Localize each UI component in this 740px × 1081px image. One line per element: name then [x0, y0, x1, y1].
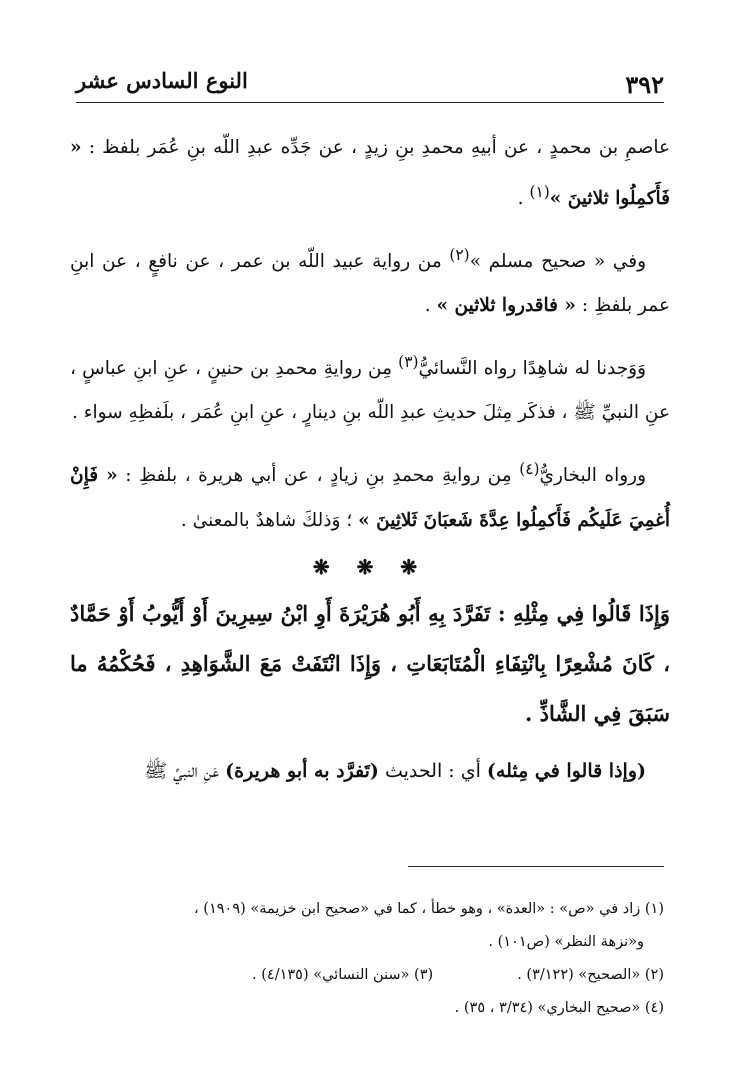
p2-quote: « فاقدروا ثلاثين » — [436, 295, 576, 317]
paragraph-2 — [70, 233, 670, 328]
p1-end: . — [517, 188, 530, 210]
section-separator: ❋ ❋ ❋ — [312, 554, 428, 579]
footnote-row-2-3 — [72, 959, 664, 992]
p1-text: عاصمِ بن محمدٍ ، عن أبيهِ محمدِ بنِ زيدٍ ، عن جَدِّه عبدِ اللّه بنِ عُمَر بلفظ : — [81, 137, 670, 158]
paragraph-1 — [70, 126, 670, 221]
footnote-1: (١) زاد في «ص» : «العدة» ، وهو خطأ ، كما في «صحيح ابن خزيمة» (١٩٠٩) ، — [194, 901, 664, 917]
p4-text: ورواه البخاريُّ — [539, 465, 647, 487]
p4-quote: « فَإِنْ أُغمِيَ عَلَيكُم فَأَكمِلُوا عِدَّةَ شَعبَانَ ثَلاثِينَ » — [70, 465, 670, 531]
footnote-ref-4: (٤) — [519, 460, 540, 479]
p2-rest: من رواية عبيد اللّه بن عمر ، عن نافعٍ ، عن ابنِ عمر بلفظِ : — [70, 251, 670, 317]
poem-verse: وَإِذَا قَالُوا فِي مِثْلِهِ : تَفَرَّدَ بِهِ أَبُو هُرَيْرَةَ أَوِ ابْنُ سِيرِينَ أَوْ أَيُّوبُ أَوْ حَمَّادٌ ، كَانَ مُشْعِرًا بِانْتِفَاءِ الْمُتَابَعَاتِ ، وَإِذَا انْتَفَتْ مَعَ الشَّوَاهِدِ ، فَحُكْمُهُ ما سَبَقَ فِي الشَّاذِّ . — [70, 600, 670, 726]
footnote-ref-2: (٢) — [449, 246, 470, 265]
p2-text: وفي « صحيح مسلم » — [469, 251, 646, 273]
main-text — [70, 126, 670, 805]
footnote-4: (٤) «صحيح البخاري» (٣/٣٤ ، ٣٥) . — [454, 1000, 664, 1016]
comment-lemma-2: (تَفرَّد به أبو هريرة) — [225, 759, 379, 782]
p3-rest: مِن روايةِ محمدِ بن حنينٍ ، عنِ ابنِ عباسٍ ، عنِ النبيِّ ﷺ ، فذكَر مِثلَ حديثِ عبدِ اللّه بنِ دينارٍ ، عنِ ابنِ عُمَر ، بلَفظِهِ سواء . — [70, 358, 670, 424]
footnotes — [72, 893, 664, 1025]
p4-rest: مِن روايةِ محمدِ بنِ زيادٍ ، عن أبي هريرة ، بلفظِ : — [117, 465, 520, 487]
p1-quote: « فَأَكمِلُوا ثلاثينَ » — [70, 137, 670, 210]
page-number: ٣٩٢ — [625, 70, 664, 99]
footnote-1-continuation: و«نزهة النظر» (ص١٠١) . — [488, 934, 644, 950]
p4-end: ؛ وَذلكَ شاهدٌ بالمعنىٰ . — [180, 509, 359, 531]
paragraph-3 — [70, 340, 670, 435]
running-title: النوع السادس عشر — [76, 68, 248, 93]
footnote-3: (٣) «سنن النسائي» (٤/١٣٥) . — [252, 967, 434, 983]
comment-end: عَنِ النبيِّ ﷺ — [144, 759, 226, 782]
footnote-ref-3: (٣) — [398, 353, 419, 372]
commentary-paragraph — [70, 749, 670, 793]
comment-mid: أي : الحديث — [378, 759, 487, 782]
p2-end: . — [424, 295, 437, 317]
paragraph-4 — [70, 447, 670, 542]
p3-text: وَوَجدنا له شاهِدًا رواه النَّسائيُّ — [418, 358, 647, 380]
footnote-2: (٢) «الصحيح» (٣/١٢٢) . — [517, 967, 664, 983]
page-header — [76, 62, 664, 103]
footnote-ref-1: (١) — [529, 183, 550, 201]
footnote-divider — [408, 866, 664, 867]
comment-lemma-1: (وإذا قالوا في مِثله) — [486, 759, 646, 782]
